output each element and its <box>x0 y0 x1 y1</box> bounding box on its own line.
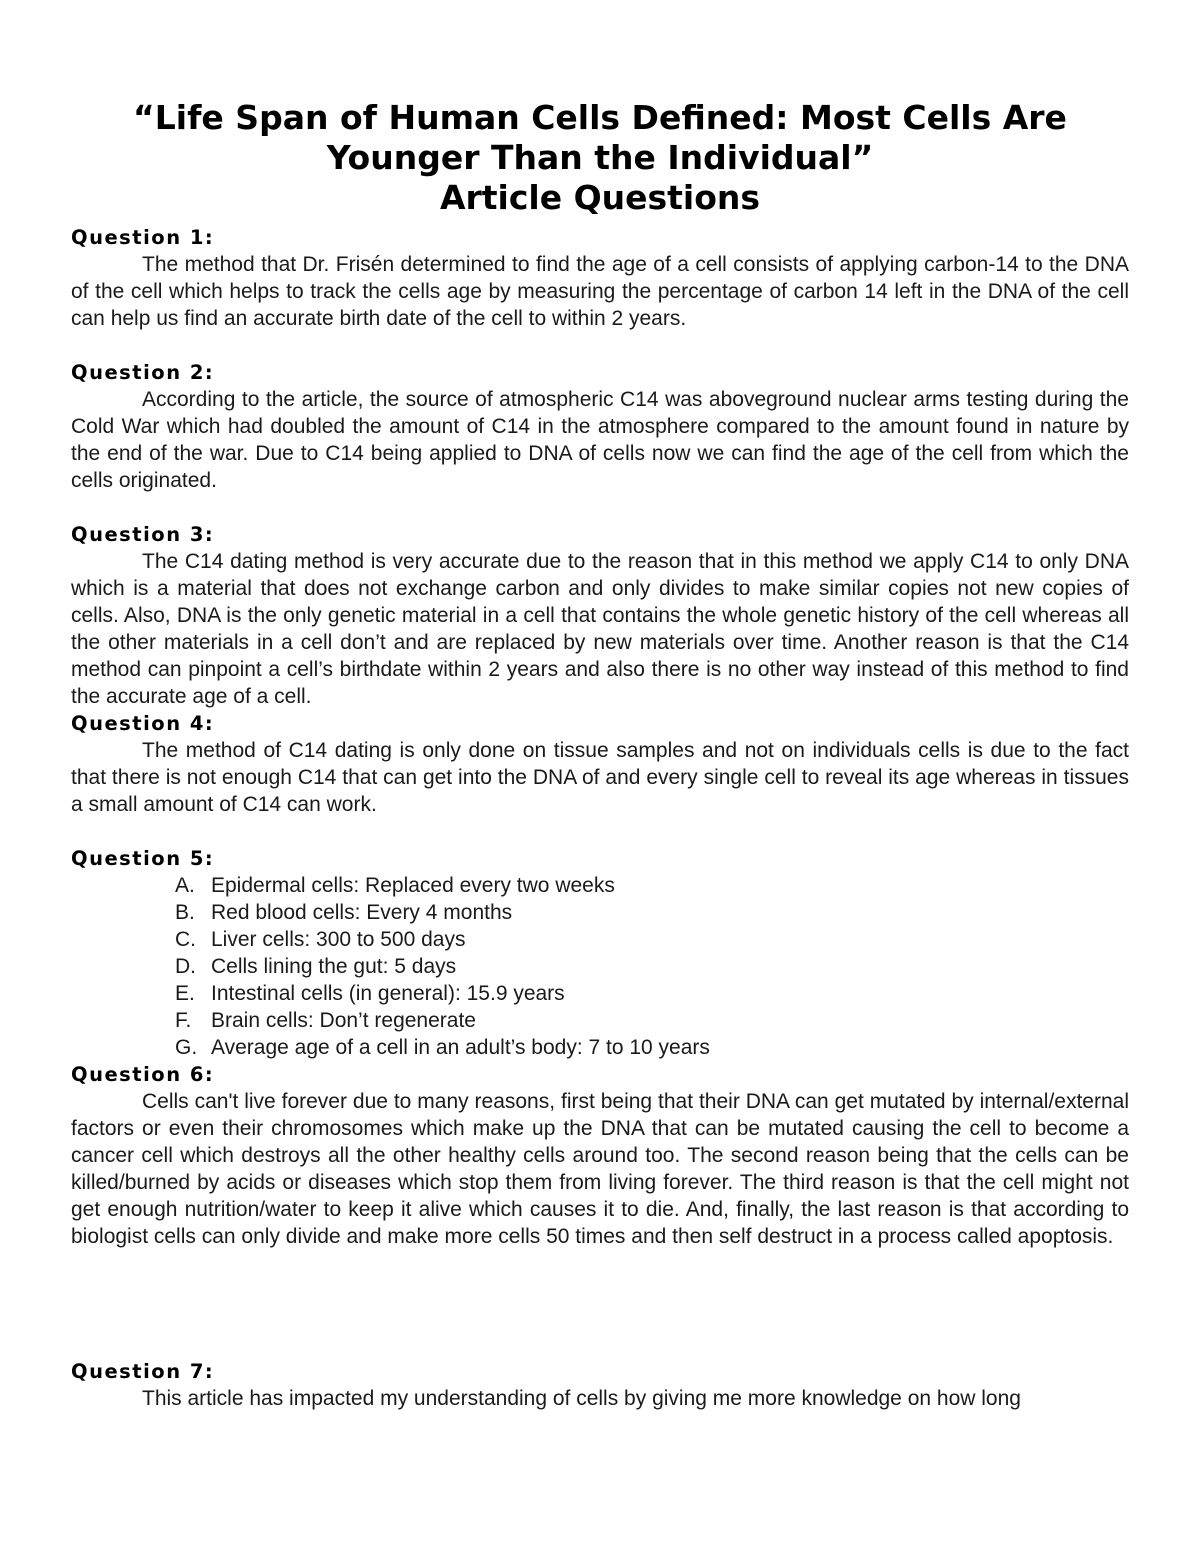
list-item-letter: E. <box>175 982 195 1005</box>
question-answer: This article has impacted my understanding of cells by giving me more knowledge on how long <box>142 1387 1021 1410</box>
question-heading: Question 2: <box>71 361 215 384</box>
list-item-text: Intestinal cells (in general): 15.9 years <box>211 982 565 1005</box>
list-item-letter: B. <box>175 901 195 924</box>
question-answer: According to the article, the source of atmospheric C14 was aboveground nuclear arms testing during the Cold War which had doubled the amount of C14 in the atmosphere compared to the amount found in nature by the end of the war. Due to C14 being applied to DNA of cells now we can find the age of the cell from which the cells originated. <box>71 388 1129 492</box>
list-item <box>71 980 1129 1007</box>
list-item <box>71 899 1129 926</box>
question-6-section <box>71 1061 1129 1250</box>
list-item-text: Brain cells: Don’t regenerate <box>211 1009 476 1032</box>
question-1-section <box>71 224 1129 332</box>
list-item-letter: A. <box>175 874 195 897</box>
question-heading: Question 3: <box>71 523 215 546</box>
title-line: Younger Than the Individual” <box>326 138 874 177</box>
list-item-text: Red blood cells: Every 4 months <box>211 901 513 924</box>
question-answer: The C14 dating method is very accurate due to the reason that in this method we apply C14 to only DNA which is a material that does not exchange carbon and only divides to make similar copies not new copies of cells. Also, DNA is the only genetic material in a cell that contains the whole genetic history of the cell whereas all the other materials in a cell don’t and are replaced by new materials over time. Another reason is that the C14 method can pinpoint a cell’s birthdate within 2 years and also there is no other way instead of this method to find the accurate age of a cell. <box>71 550 1129 708</box>
document-title <box>71 98 1129 218</box>
list-item-text: Cells lining the gut: 5 days <box>211 955 457 978</box>
list-item <box>71 872 1129 899</box>
question-5-section <box>71 845 1129 1061</box>
list-item-text: Average age of a cell in an adult’s body: 7 to 10 years <box>211 1036 710 1059</box>
question-heading: Question 6: <box>71 1063 215 1086</box>
question-heading: Question 5: <box>71 847 215 870</box>
question-2-section <box>71 359 1129 494</box>
question-heading: Question 1: <box>71 226 215 249</box>
list-item <box>71 926 1129 953</box>
question-answer: Cells can't live forever due to many reasons, first being that their DNA can get mutated by internal/external factors or even their chromosomes which make up the DNA that can be mutated causing the cell to become a cancer cell which destroys all the other healthy cells around too. The second reason being that the cells can be killed/burned by acids or diseases which stop them from living forever. The third reason is that the cell might not get enough nutrition/water to keep it alive which causes it to die. And, finally, the last reason is that according to biologist cells can only divide and make more cells 50 times and then self destruct in a process called apoptosis. <box>71 1090 1129 1248</box>
list-item-letter: F. <box>175 1009 192 1032</box>
list-item <box>71 1007 1129 1034</box>
question-4-section <box>71 710 1129 818</box>
title-subheading: Article Questions <box>439 178 761 217</box>
document-page <box>71 98 1129 1412</box>
list-item <box>71 1034 1129 1061</box>
question-heading: Question 4: <box>71 712 215 735</box>
list-item-letter: D. <box>175 955 196 978</box>
question-answer: The method of C14 dating is only done on tissue samples and not on individuals cells is due to the fact that there is not enough C14 that can get into the DNA of and every single cell to reveal its age whereas in tissues a small amount of C14 can work. <box>71 739 1129 816</box>
list-item-letter: G. <box>175 1036 198 1059</box>
question-7-section <box>71 1358 1129 1412</box>
question-answer: The method that Dr. Frisén determined to find the age of a cell consists of applying carbon-14 to the DNA of the cell which helps to track the cells age by measuring the percentage of carbon 14 left in the DNA of the cell can help us find an accurate birth date of the cell to within 2 years. <box>71 253 1129 330</box>
list-item-text: Epidermal cells: Replaced every two weeks <box>211 874 615 897</box>
title-line: “Life Span of Human Cells Defined: Most Cells Are <box>133 98 1067 137</box>
question-heading: Question 7: <box>71 1360 215 1383</box>
list-item-letter: C. <box>175 928 196 951</box>
list-item <box>71 953 1129 980</box>
list-item-text: Liver cells: 300 to 500 days <box>211 928 466 951</box>
question-3-section <box>71 521 1129 710</box>
cell-lifespan-list <box>71 872 1129 1061</box>
